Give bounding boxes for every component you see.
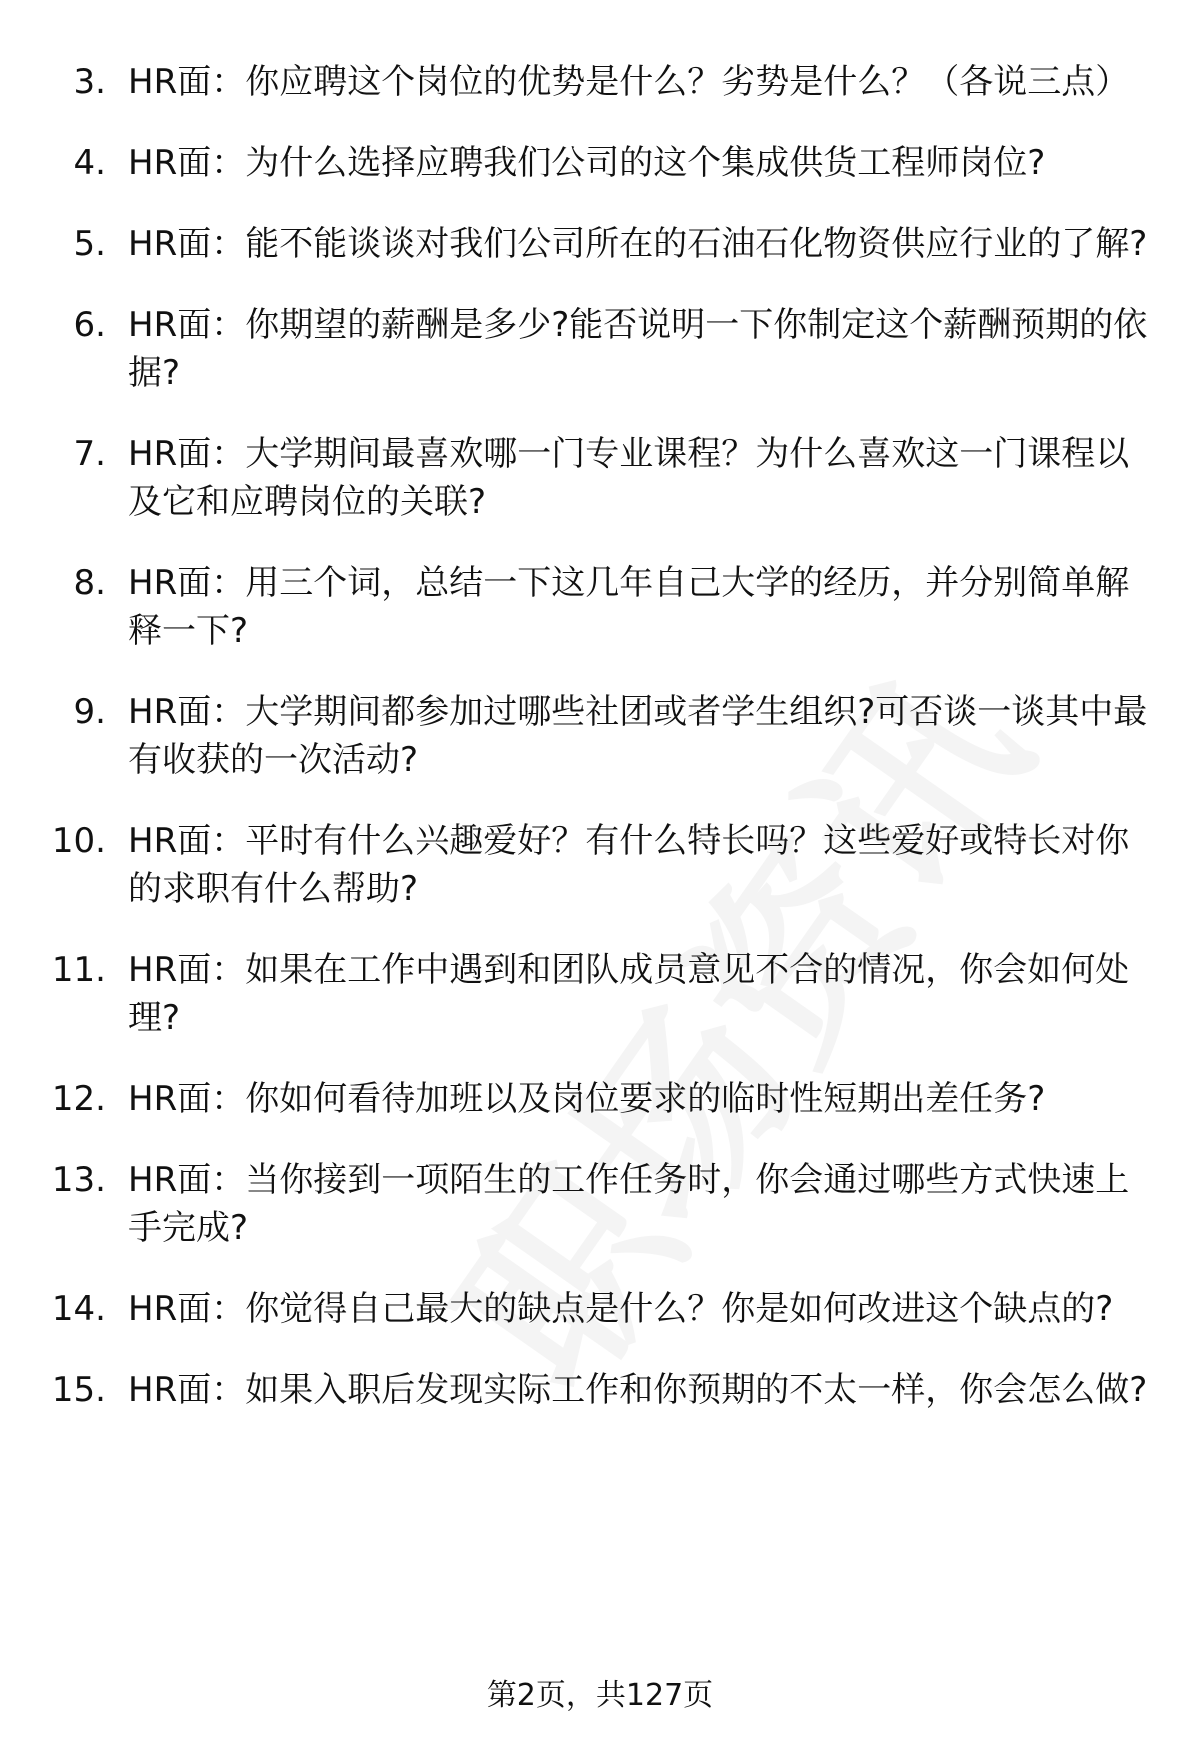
question-number: 10.	[51, 821, 106, 861]
question-prefix: HR面：	[128, 143, 246, 183]
question-number: 9.	[73, 692, 106, 732]
question-number: 5.	[73, 224, 106, 264]
question-prefix: HR面：	[128, 62, 246, 102]
question-number: 3.	[73, 62, 106, 102]
question-number: 14.	[51, 1289, 106, 1329]
question-prefix: HR面：	[128, 1370, 246, 1410]
question-text: 为什么选择应聘我们公司的这个集成供货工程师岗位?	[245, 143, 1046, 183]
question-item	[40, 301, 1160, 397]
question-text: 如果在工作中遇到和团队成员意见不合的情况，你会如何处理?	[128, 950, 1130, 1038]
question-prefix: HR面：	[128, 692, 246, 732]
question-number: 7.	[73, 434, 106, 474]
question-number: 13.	[51, 1160, 106, 1200]
question-prefix: HR面：	[128, 821, 246, 861]
question-item	[40, 58, 1160, 106]
question-prefix: HR面：	[128, 950, 246, 990]
question-item	[40, 1366, 1160, 1414]
question-item	[40, 1075, 1160, 1123]
question-text: 如果入职后发现实际工作和你预期的不太一样，你会怎么做?	[245, 1370, 1148, 1410]
question-prefix: HR面：	[128, 434, 246, 474]
question-number: 15.	[51, 1370, 106, 1410]
question-text: 大学期间最喜欢哪一门专业课程？为什么喜欢这一门课程以及它和应聘岗位的关联?	[128, 434, 1130, 522]
question-text: 能不能谈谈对我们公司所在的石油石化物资供应行业的了解?	[245, 224, 1148, 264]
question-item	[40, 1285, 1160, 1333]
question-text: 平时有什么兴趣爱好？有什么特长吗？这些爱好或特长对你的求职有什么帮助?	[128, 821, 1130, 909]
question-number: 12.	[51, 1079, 106, 1119]
question-text: 用三个词，总结一下这几年自己大学的经历，并分别简单解释一下?	[128, 563, 1130, 651]
question-text: 你应聘这个岗位的优势是什么？劣势是什么？（各说三点）	[245, 62, 1130, 102]
question-number: 4.	[73, 143, 106, 183]
question-item	[40, 220, 1160, 268]
question-item	[40, 688, 1160, 784]
question-text: 当你接到一项陌生的工作任务时，你会通过哪些方式快速上手完成?	[128, 1160, 1130, 1248]
question-prefix: HR面：	[128, 1289, 246, 1329]
question-number: 8.	[73, 563, 106, 603]
question-prefix: HR面：	[128, 1160, 246, 1200]
question-number: 11.	[51, 950, 106, 990]
question-text: 你觉得自己最大的缺点是什么？你是如何改进这个缺点的?	[245, 1289, 1114, 1329]
question-item	[40, 1156, 1160, 1252]
question-item	[40, 559, 1160, 655]
page-number-footer: 第2页，共127页	[486, 1678, 714, 1713]
question-text: 你如何看待加班以及岗位要求的临时性短期出差任务?	[245, 1079, 1046, 1119]
question-prefix: HR面：	[128, 1079, 246, 1119]
question-prefix: HR面：	[128, 224, 246, 264]
question-number: 6.	[73, 305, 106, 345]
question-item	[40, 946, 1160, 1042]
question-item	[40, 817, 1160, 913]
question-prefix: HR面：	[128, 305, 246, 345]
question-text: 大学期间都参加过哪些社团或者学生组织?可否谈一谈其中最有收获的一次活动?	[128, 692, 1148, 780]
question-list	[40, 58, 1160, 1447]
question-prefix: HR面：	[128, 563, 246, 603]
question-item	[40, 139, 1160, 187]
question-text: 你期望的薪酬是多少?能否说明一下你制定这个薪酬预期的依据?	[128, 305, 1148, 393]
question-item	[40, 430, 1160, 526]
